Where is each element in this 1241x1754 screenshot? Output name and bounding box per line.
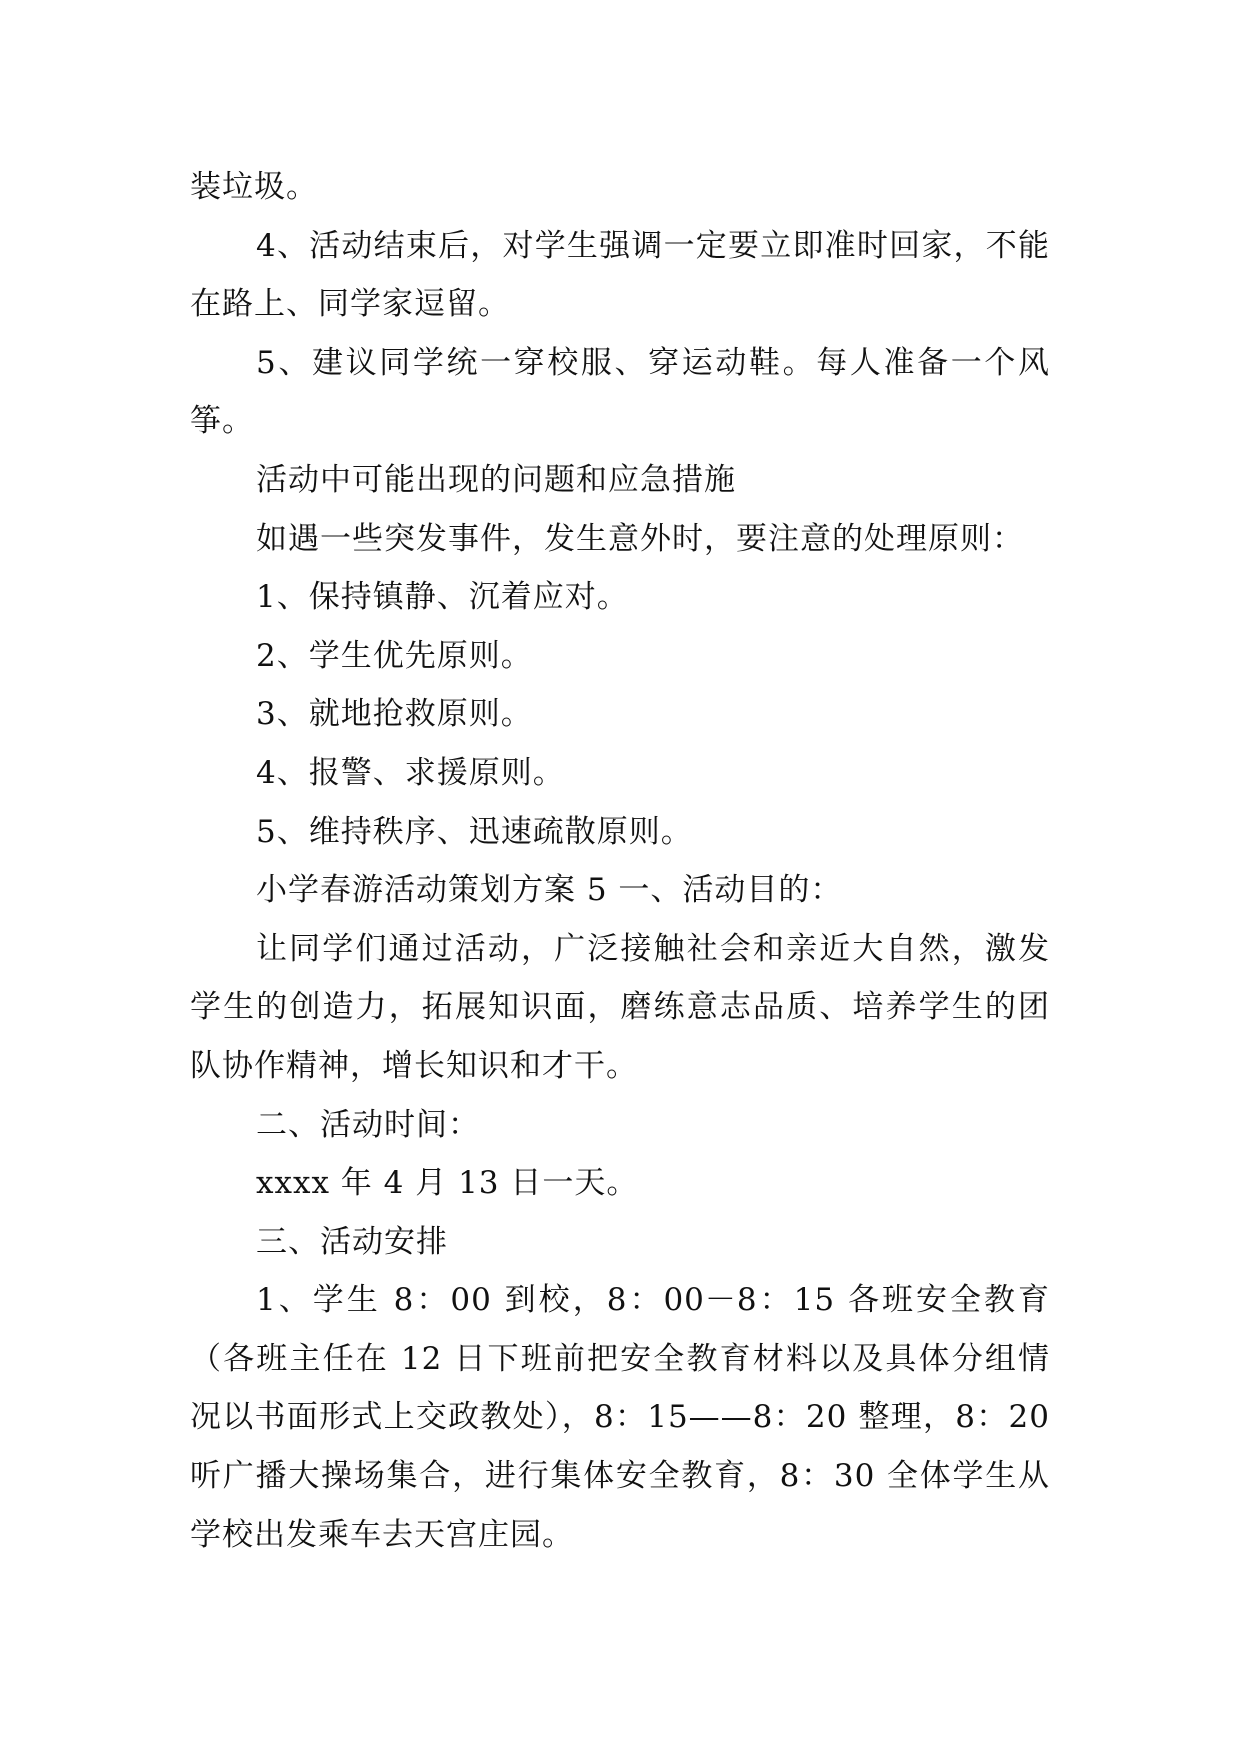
paragraph: 如遇一些突发事件，发生意外时，要注意的处理原则：	[256, 520, 1024, 557]
paragraph: xxxx 年 4 月 13 日一天。	[256, 1165, 639, 1202]
list-item: 1、保持镇静、沉着应对。	[256, 579, 629, 616]
paragraph: 让同学们通过活动，广泛接触社会和亲近大自然，激发学生的创造力，拓展知识面，磨练意志品质、培养学生的团队协作精神，增长知识和才干。	[190, 930, 1050, 1084]
section-heading: 三、活动安排	[256, 1223, 448, 1260]
list-item: 5、维持秩序、迅速疏散原则。	[256, 813, 693, 850]
paragraph: 5、建议同学统一穿校服、穿运动鞋。每人准备一个风筝。	[190, 344, 1050, 440]
list-item: 3、就地抢救原则。	[256, 696, 533, 733]
paragraph: 4、活动结束后，对学生强调一定要立即准时回家，不能在路上、同学家逗留。	[190, 227, 1050, 323]
list-item: 4、报警、求援原则。	[256, 754, 565, 791]
section-heading: 小学春游活动策划方案 5 一、活动目的：	[256, 872, 843, 909]
document-body	[190, 158, 1050, 1564]
section-heading: 二、活动时间：	[256, 1106, 480, 1143]
list-item: 2、学生优先原则。	[256, 637, 533, 674]
paragraph: 1、学生 8：00 到校，8：00－8：15 各班安全教育（各班主任在 12 日下班前把安全教育材料以及具体分组情况以书面形式上交政教处），8：15——8：20 整理，8：20 听广播大操场集合，进行集体安全教育，8：30 全体学生从学校出发乘车去天宫庄园。	[190, 1282, 1050, 1553]
section-heading: 活动中可能出现的问题和应急措施	[256, 461, 736, 498]
paragraph: 装垃圾。	[190, 169, 318, 205]
